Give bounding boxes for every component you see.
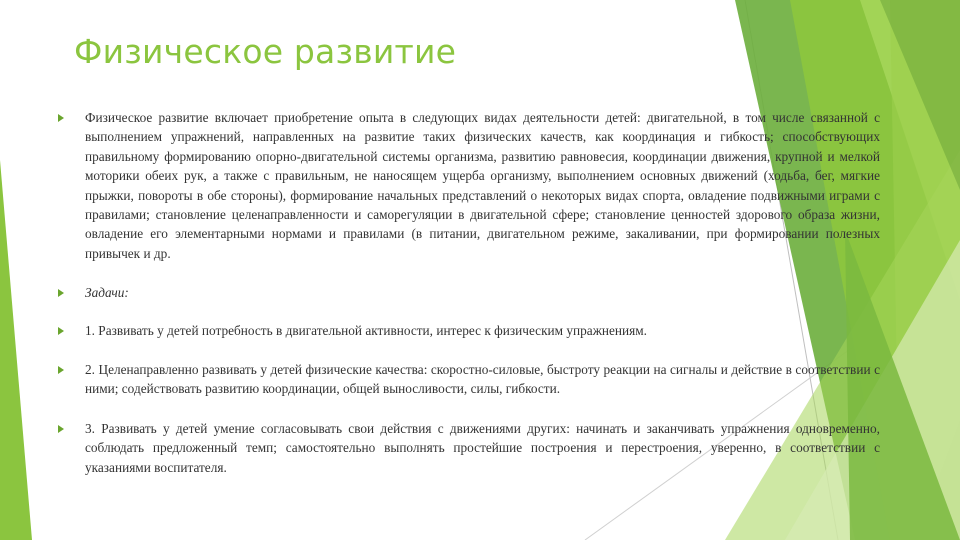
left-edge-shape: [0, 160, 32, 540]
triangle-bullet-icon: [58, 366, 64, 374]
bullet-text: Физическое развитие включает приобретение опыта в следующих видах деятельности детей: двигательной, в том числе связанной с выполнением упражнений, направленных на развитие таких физических качеств, как координация и гибкость; способствующих правильному формированию опорно-двигательной системы организма, развитию равновесия, координации движения, крупной и мелкой моторики обеих рук, а также с правильным, не наносящем ущерба организму, выполнением основных движений (ходьба, бег, мягкие прыжки, повороты в обе стороны), формирование начальных представлений о некоторых видах спорта, овладение подвижными играми с правилами; становление целенаправленности и саморегуляции в двигательной сфере; становление ценностей здорового образа жизни, овладение его элементарными нормами и правилами (в питании, двигательном режиме, закаливании, при формировании полезных привычек и др.: [85, 110, 880, 261]
bullet-text: 1. Развивать у детей потребность в двигательной активности, интерес к физическим упражнениям.: [85, 322, 648, 338]
bullet-item-task-1: [58, 321, 880, 340]
bullet-item-tasks-heading: [58, 283, 880, 302]
bullet-list: [58, 108, 880, 497]
triangle-bullet-icon: [58, 327, 64, 335]
bullet-text: 3. Развивать у детей умение согласовывать свои действия с движениями других: начинать и заканчивать упражнения одновременно, соблюдать предложенный темп; самостоятельно выполнять простейшие построения и перестроения, уверенно, в соответствии с указаниями воспитателя.: [85, 420, 880, 475]
triangle-bullet-icon: [58, 114, 64, 122]
slide-title: Физическое развитие: [74, 32, 457, 71]
triangle-bullet-icon: [58, 425, 64, 433]
bullet-item-task-3: [58, 419, 880, 477]
triangle-bullet-icon: [58, 289, 64, 297]
bullet-text: Задачи:: [85, 285, 129, 301]
bullet-item-task-2: [58, 360, 880, 399]
bullet-text: 2. Целенаправленно развивать у детей физические качества: скоростно-силовые, быстроту реакции на сигналы и действие в соответствии с ними; содействовать развитию координации, общей выносливости, силы, гибкости.: [85, 362, 880, 397]
bullet-item-description: [58, 108, 880, 263]
